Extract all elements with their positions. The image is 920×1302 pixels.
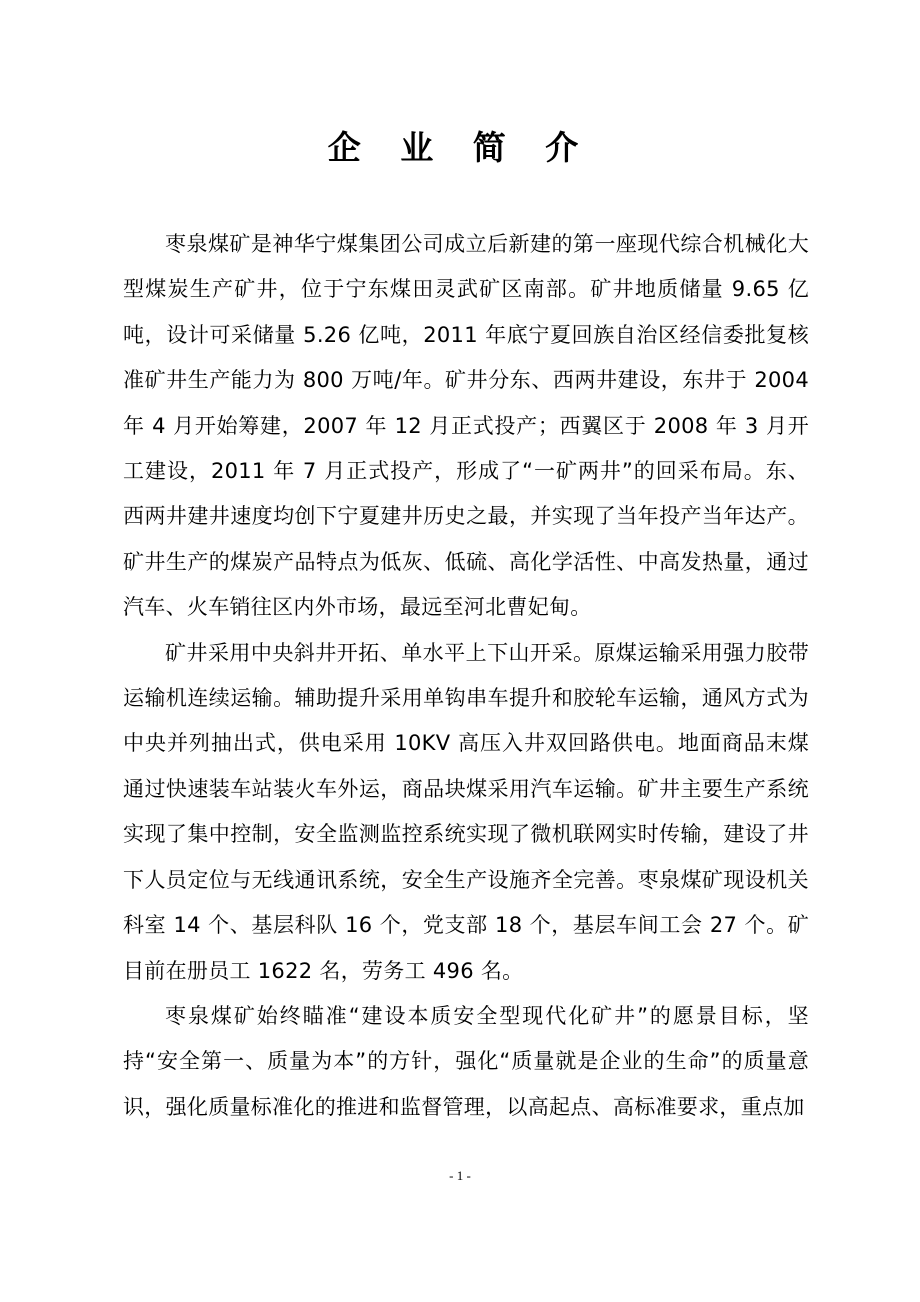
page-number: - 1 - <box>449 1168 471 1183</box>
paragraph-safety-quality: 枣泉煤矿始终瞄准“建设本质安全型现代化矿井”的愿景目标，坚持“安全第一、质量为本”的方针，强化“质量就是企业的生命”的质量意识，强化质量标准化的推进和监督管理，以高起点、高标准要求，重点加 <box>123 1003 809 1119</box>
document-body <box>123 222 809 1130</box>
paragraph-mining-operations: 矿井采用中央斜井开拓、单水平上下山开采。原煤运输采用强力胶带运输机连续运输。辅助提升采用单钩串车提升和胶轮车运输，通风方式为中央并列抽出式，供电采用 10KV 高压入井双回路供电。地面商品末煤通过快速装车站装火车外运，商品块煤采用汽车运输。矿井主要生产系统实现了集中控制，安全监测监控系统实现了微机联网实时传输，建设了井下人员定位与无线通讯系统，安全生产设施齐全完善。枣泉煤矿现设机关科室 14 个、基层科队 16 个，党支部 18 个，基层车间工会 27 个。矿目前在册员工 1622 名，劳务工 496 名。 <box>123 640 809 983</box>
page-title: 企 业 简 介 <box>327 128 593 167</box>
paragraph-company-overview: 枣泉煤矿是神华宁煤集团公司成立后新建的第一座现代综合机械化大型煤炭生产矿井，位于宁东煤田灵武矿区南部。矿井地质储量 9.65 亿吨，设计可采储量 5.26 亿吨，2011 年底宁夏回族自治区经信委批复核准矿井生产能力为 800 万吨/年。矿井分东、西两井建设，东井于 2004 年 4 月开始筹建，2007 年 12 月正式投产；西翼区于 2008 年 3 月开工建设，2011 年 7 月正式投产，形成了“一矿两井”的回采布局。东、西两井建井速度均创下宁夏建井历史之最，并实现了当年投产当年达产。矿井生产的煤炭产品特点为低灰、低硫、高化学活性、中高发热量，通过汽车、火车销往区内外市场，最远至河北曹妃甸。 <box>123 232 809 620</box>
